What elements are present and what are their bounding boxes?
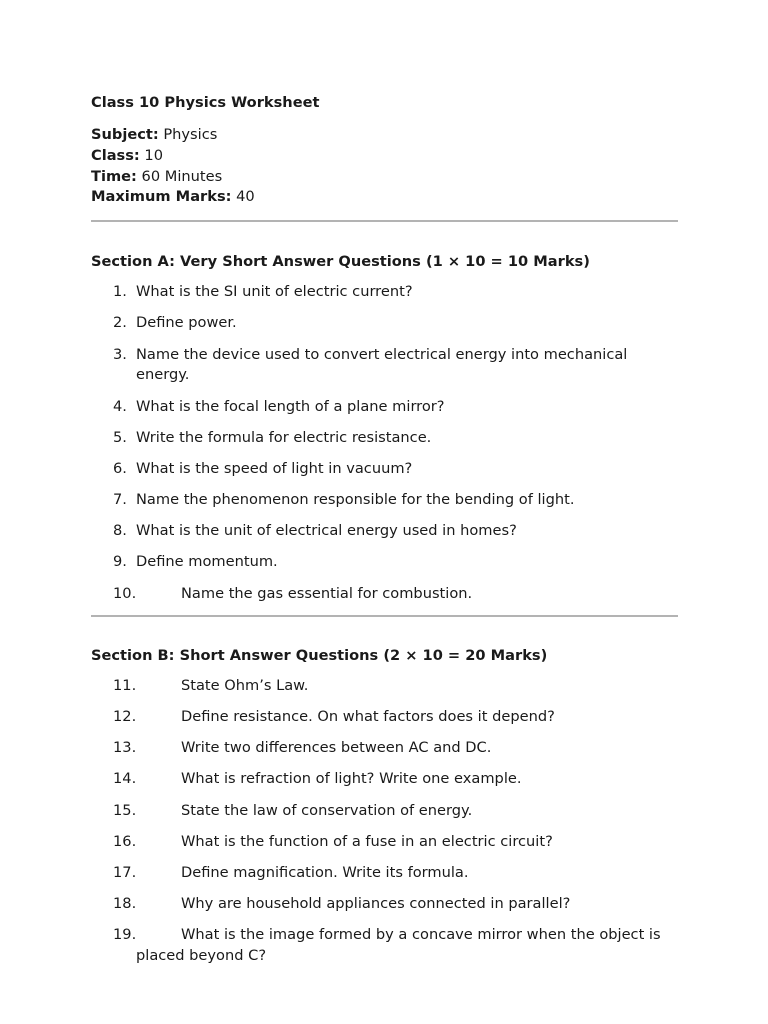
meta-subject [91,125,678,146]
meta-label: Time: [91,167,137,185]
meta-label: Class: [91,146,140,164]
question-text: What is the image formed by a concave mirror when the object is placed beyond C? [136,926,661,965]
question-text: Define power. [136,314,237,332]
question-text: What is refraction of light? Write one example. [181,770,522,788]
question-item [91,801,678,822]
question-number: 2. [113,314,127,332]
question-item [91,397,678,418]
question-item [91,707,678,728]
question-number: 6. [113,459,127,477]
question-number: 3. [113,345,127,363]
divider [91,220,678,222]
question-number: 11. [113,676,137,694]
question-item [91,428,678,449]
question-item [91,832,678,853]
question-text: Write two differences between AC and DC. [181,739,492,757]
question-item [91,490,678,511]
question-number: 13. [113,739,137,757]
question-text: What is the focal length of a plane mirror? [136,397,445,415]
divider [91,615,678,617]
question-item [91,345,678,387]
question-item [91,769,678,790]
question-text: What is the unit of electrical energy used in homes? [136,522,517,540]
question-number: 8. [113,522,127,540]
meta-time [91,167,678,188]
question-number: 1. [113,283,127,301]
meta-label: Maximum Marks: [91,188,232,206]
question-item [91,676,678,697]
meta-max-marks [91,187,678,208]
section-b-questions [91,676,678,967]
question-number: 18. [113,895,137,913]
question-text: Write the formula for electric resistance. [136,428,432,446]
question-number: 10. [113,584,137,602]
question-text: What is the SI unit of electric current? [136,283,413,301]
question-text: Define momentum. [136,553,278,571]
question-text: Define magnification. Write its formula. [181,863,469,881]
worksheet-meta [91,125,678,208]
question-item [91,925,678,967]
question-item [91,459,678,480]
meta-label: Subject: [91,126,159,143]
question-item [91,738,678,759]
question-number: 17. [113,863,137,881]
question-text: State the law of conservation of energy. [181,801,473,819]
section-a-questions [91,282,678,604]
question-text: What is the function of a fuse in an electric circuit? [181,832,553,850]
worksheet-page [91,92,678,977]
question-item [91,863,678,884]
meta-value: 40 [231,188,255,206]
meta-value: Physics [158,126,218,143]
question-number: 4. [113,397,127,415]
question-item [91,584,678,605]
question-text: Why are household appliances connected in parallel? [181,895,571,913]
question-item [91,313,678,334]
question-text: Name the phenomenon responsible for the bending of light. [136,491,575,509]
section-a-title: Section A: Very Short Answer Questions (1 × 10 = 10 Marks) [91,253,590,271]
meta-value: 10 [139,146,163,164]
question-item [91,282,678,303]
meta-class [91,146,678,167]
question-number: 12. [113,708,137,726]
question-text: Define resistance. On what factors does it depend? [181,708,555,726]
question-item [91,894,678,915]
question-number: 9. [113,553,127,571]
question-number: 15. [113,801,137,819]
worksheet-title: Class 10 Physics Worksheet [91,94,320,111]
question-number: 14. [113,770,137,788]
meta-value: 60 Minutes [136,167,223,185]
question-item [91,552,678,573]
question-number: 5. [113,428,127,446]
question-number: 16. [113,832,137,850]
question-text: What is the speed of light in vacuum? [136,459,413,477]
question-text: Name the device used to convert electrical energy into mechanical energy. [136,345,628,384]
question-item [91,521,678,542]
section-b-title: Section B: Short Answer Questions (2 × 10 = 20 Marks) [91,646,548,664]
question-text: Name the gas essential for combustion. [181,584,473,602]
question-text: State Ohm’s Law. [181,676,309,694]
question-number: 7. [113,491,127,509]
question-number: 19. [113,926,137,944]
